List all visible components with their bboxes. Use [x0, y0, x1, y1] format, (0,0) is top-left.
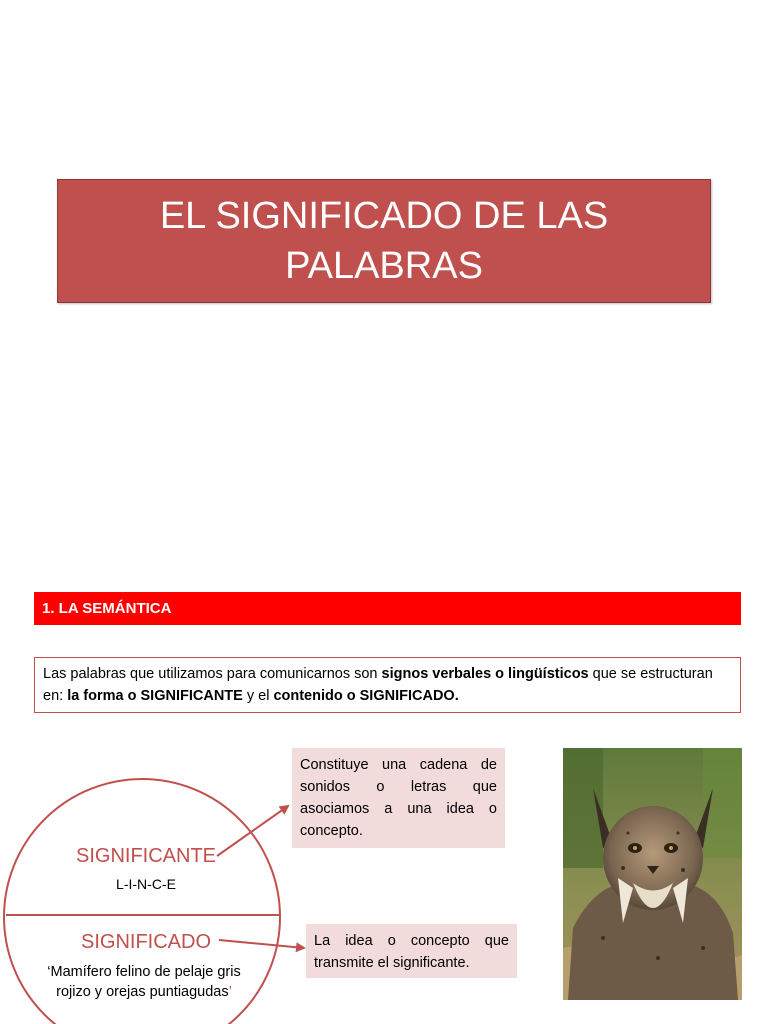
intro-text-3: y el: [242, 688, 274, 704]
intro-bold-1: signos verbales o lingüísticos: [381, 666, 589, 682]
intro-bold-2: la forma o SIGNIFICANTE: [67, 688, 243, 704]
significado-example-text: ‘Mamífero felino de pelaje gris rojizo y orejas puntiagudas: [47, 964, 241, 1000]
significante-note: Constituye una cadena de sonidos o letras que asociamos a una idea o concepto.: [292, 748, 505, 848]
significado-example: [36, 962, 252, 1002]
title-banner: [57, 179, 711, 303]
significado-example-close: ’: [228, 984, 232, 1000]
page-title: EL SIGNIFICADO DE LAS PALABRAS: [159, 195, 609, 287]
lynx-photo: [563, 748, 742, 1000]
significante-example: L-I-N-C-E: [116, 876, 176, 892]
significante-label: SIGNIFICANTE: [75, 845, 216, 867]
intro-paragraph: [34, 657, 741, 713]
section-heading-bar: [34, 592, 741, 625]
section-heading: 1. LA SEMÁNTICA: [42, 600, 172, 617]
lynx-illustration: [563, 748, 742, 1000]
intro-bold-3: contenido o SIGNIFICADO.: [273, 688, 459, 704]
significado-label: SIGNIFICADO: [80, 931, 211, 953]
significado-note: La idea o concepto que transmite el significante.: [306, 924, 517, 978]
intro-text-1: Las palabras que utilizamos para comunicarnos son: [43, 666, 382, 682]
intro-text-2: que se estructuran en:: [43, 666, 713, 704]
